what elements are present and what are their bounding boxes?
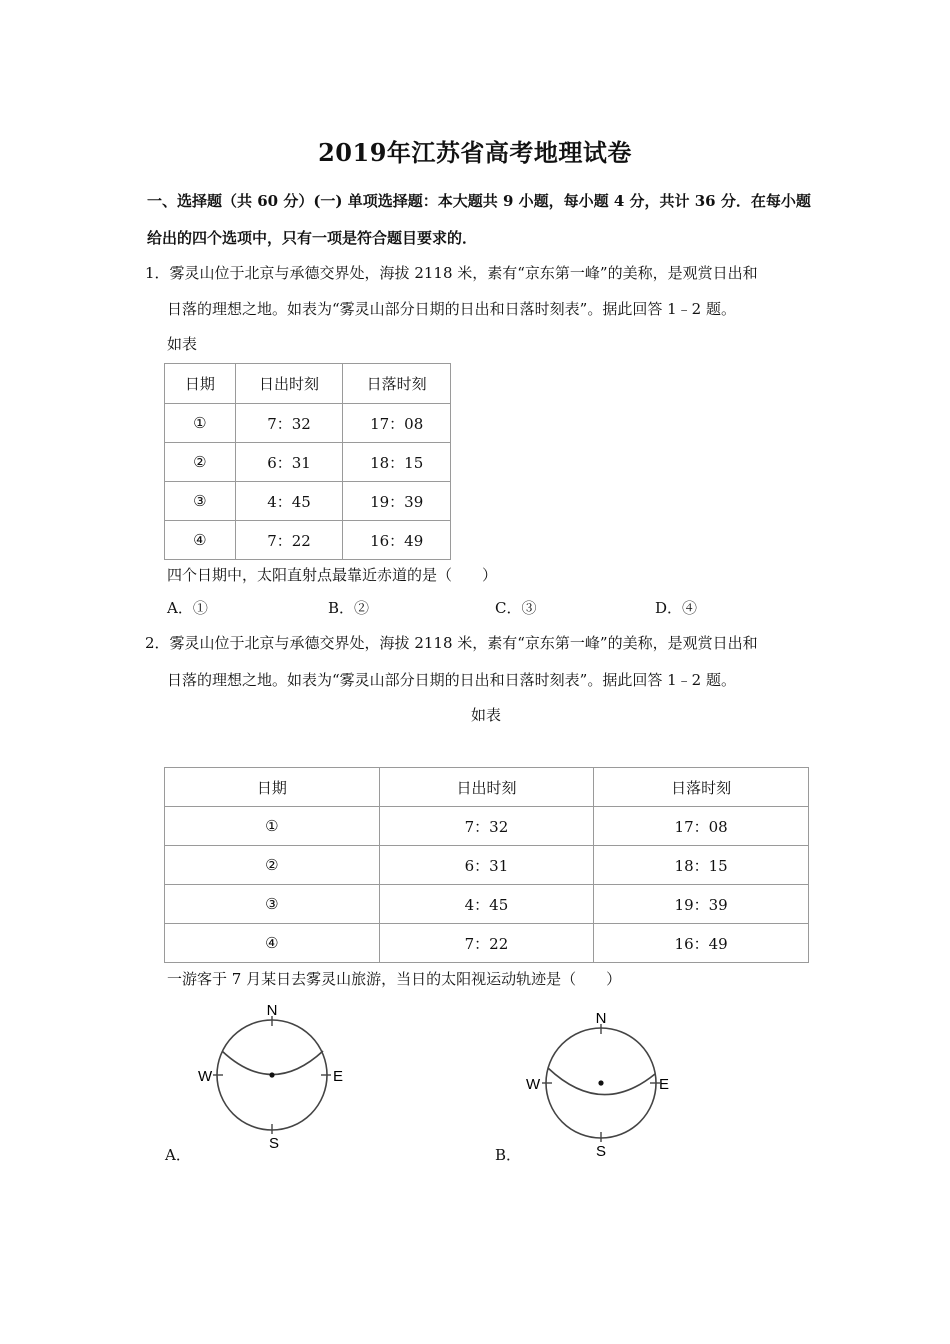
page-title: 2019年江苏省高考地理试卷 [318,138,632,167]
q2-question: 一游客于 7 月某日去雾灵山旅游，当日的太阳视运动轨迹是（ ） [167,970,622,988]
q1-cell: 7：22 [235,521,343,560]
q1-table [164,363,451,560]
q2-cell: 6：31 [379,846,594,885]
sun-path-arc [222,1051,323,1075]
q1-stem-line2: 日落的理想之地。如表为“雾灵山部分日期的日出和日落时刻表”。据此回答 1﹣2 题。 [167,300,736,318]
q2-cell: ② [165,846,380,885]
q1-cell: 18：15 [343,443,451,482]
q1-cell: 17：08 [343,404,451,443]
east-label: E [659,1076,670,1093]
q2-option-a[interactable]: A． [165,1146,191,1164]
south-label: S [595,1143,607,1160]
west-label: W [198,1068,213,1085]
q2-cell: 16：49 [594,924,809,963]
observer-dot [598,1080,603,1085]
west-label: W [526,1076,541,1093]
q2-option-b[interactable]: B． [495,1146,522,1164]
q1-cell: ② [165,443,236,482]
q1-cell: ③ [165,482,236,521]
q1-header-sunrise: 日出时刻 [235,364,343,404]
north-label: N [266,1002,278,1019]
q2-cell: 4：45 [379,885,594,924]
q1-option-c[interactable]: C．③ [495,599,537,617]
q2-cell: ① [165,807,380,846]
q1-option-a[interactable]: A．① [167,599,208,617]
east-label: E [333,1068,344,1085]
section-header-line2: 给出的四个选项中，只有一项是符合题目要求的． [147,229,478,247]
q2-cell: 7：32 [379,807,594,846]
q2-header-date: 日期 [165,768,380,807]
q1-question: 四个日期中，太阳直射点最靠近赤道的是（ ） [167,566,498,584]
q2-cell: 19：39 [594,885,809,924]
q1-cell: 16：49 [343,521,451,560]
q1-cell: 4：45 [235,482,343,521]
north-label: N [595,1010,607,1027]
q1-option-b[interactable]: B．② [328,599,370,617]
q2-stem-line2: 日落的理想之地。如表为“雾灵山部分日期的日出和日落时刻表”。据此回答 1﹣2 题。 [167,671,736,689]
q1-header-date: 日期 [165,364,236,404]
q2-header-sunrise: 日出时刻 [379,768,594,807]
q2-cell: 7：22 [379,924,594,963]
q2-cell: ③ [165,885,380,924]
figure-b-sun-path [522,1006,682,1166]
q2-cell: 18：15 [594,846,809,885]
south-label: S [268,1135,280,1152]
q1-cell: 19：39 [343,482,451,521]
q2-header-sunset: 日落时刻 [594,768,809,807]
observer-dot [269,1072,274,1077]
q1-cell: ① [165,404,236,443]
figure-a-sun-path [195,998,355,1158]
q1-cell: 7：32 [235,404,343,443]
q1-cell: 6：31 [235,443,343,482]
q1-option-d[interactable]: D．④ [655,599,698,617]
section-header-line1: 一、选择题（共 60 分）(一) 单项选择题：本大题共 9 小题，每小题 4 分，共计 36 分．在每小题 [147,192,811,210]
q2-stem-line1: 2．雾灵山位于北京与承德交界处，海拔 2118 米，素有“京东第一峰”的美称，是观赏日出和 [145,634,758,652]
q1-table-caption: 如表 [167,335,198,353]
q2-table-caption: 如表 [470,706,501,724]
q1-cell: ④ [165,521,236,560]
q2-table [164,767,809,963]
q1-stem-line1: 1．雾灵山位于北京与承德交界处，海拔 2118 米，素有“京东第一峰”的美称，是观赏日出和 [145,264,758,282]
q2-cell: 17：08 [594,807,809,846]
q2-cell: ④ [165,924,380,963]
q1-header-sunset: 日落时刻 [343,364,451,404]
